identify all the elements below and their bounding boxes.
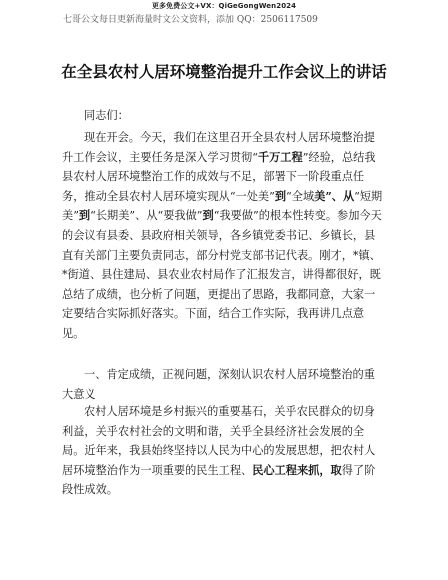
para3-bold-1: 民心工程来抓，取 — [252, 462, 342, 477]
para1-text-1: 现在开会。今天，我们在这里召开全县农村人居环境整治提升工作会议，主要任务是深入学习贯彻“ — [62, 131, 375, 164]
para3-text-1: 农村人居环境是乡村振兴的重要基石，关乎农民群众的切身利益，关乎农村社会的文明和谐，关乎全县经济社会发展的全局。近年来，我县始终坚持以人民为中心的发展思想，把农村人居环境整治作为一项重要的民生工程、 — [62, 405, 376, 477]
para1-text-5: “长期美”、从 — [90, 209, 158, 223]
section-1-heading-text: 一、肯定成绩，正视问题，深刻认识农村人居环境整治的重大意义 — [62, 368, 375, 401]
para3-text-2: 得了阶段性成效。 — [62, 463, 376, 497]
para1-bold-3: 美”、从 — [314, 188, 355, 203]
para1-text-3: “全域 — [286, 189, 315, 203]
para1-text-2: ”经验，总结我县农村人居环境整治工作的成效与不足，部署下一阶段重点任务，推动全县农村人居环境实现从“一处美” — [62, 150, 376, 203]
para1-text-4: “短期美” — [62, 189, 383, 223]
para1-bold-1: 千万工程 — [257, 149, 303, 164]
para1-text-6: “要我做” — [157, 209, 203, 223]
top-notice: 更多免费公文+VX：QiGeGongWen2024 — [151, 2, 297, 10]
para1-bold-4: 到 — [78, 208, 91, 223]
section-heading-1 — [62, 365, 384, 404]
salutation-text: 同志们： — [84, 109, 129, 122]
para1-bold-5: 到 — [202, 208, 214, 223]
opening-paragraph — [62, 128, 384, 344]
para1-text-7: “我要做”的根本性转变。参加今天的会议有县委、县政府相关领导，各乡镇党委书记、乡镇长，县直有关部门主要负责同志，部分村党支部书记代表。刚才，*镇、*街道、县住建局、县农业农村局作了汇报发言，讲得都很好，既总结了成绩，也分析了问题，更提出了思路，我都同意，大家一定要结合实际抓好落实。下面，结合工作实际，我再讲几点意见。 — [62, 209, 382, 340]
document-title: 在全县农村人居环境整治提升工作会议上的讲话 — [61, 63, 387, 81]
salutation — [62, 106, 384, 126]
para1-bold-2: 到 — [274, 188, 287, 203]
header-subline: 七哥公文每日更新海量时文公文资料，添加 QQ：2506117509 — [63, 15, 318, 25]
section-1-paragraph — [62, 402, 384, 500]
